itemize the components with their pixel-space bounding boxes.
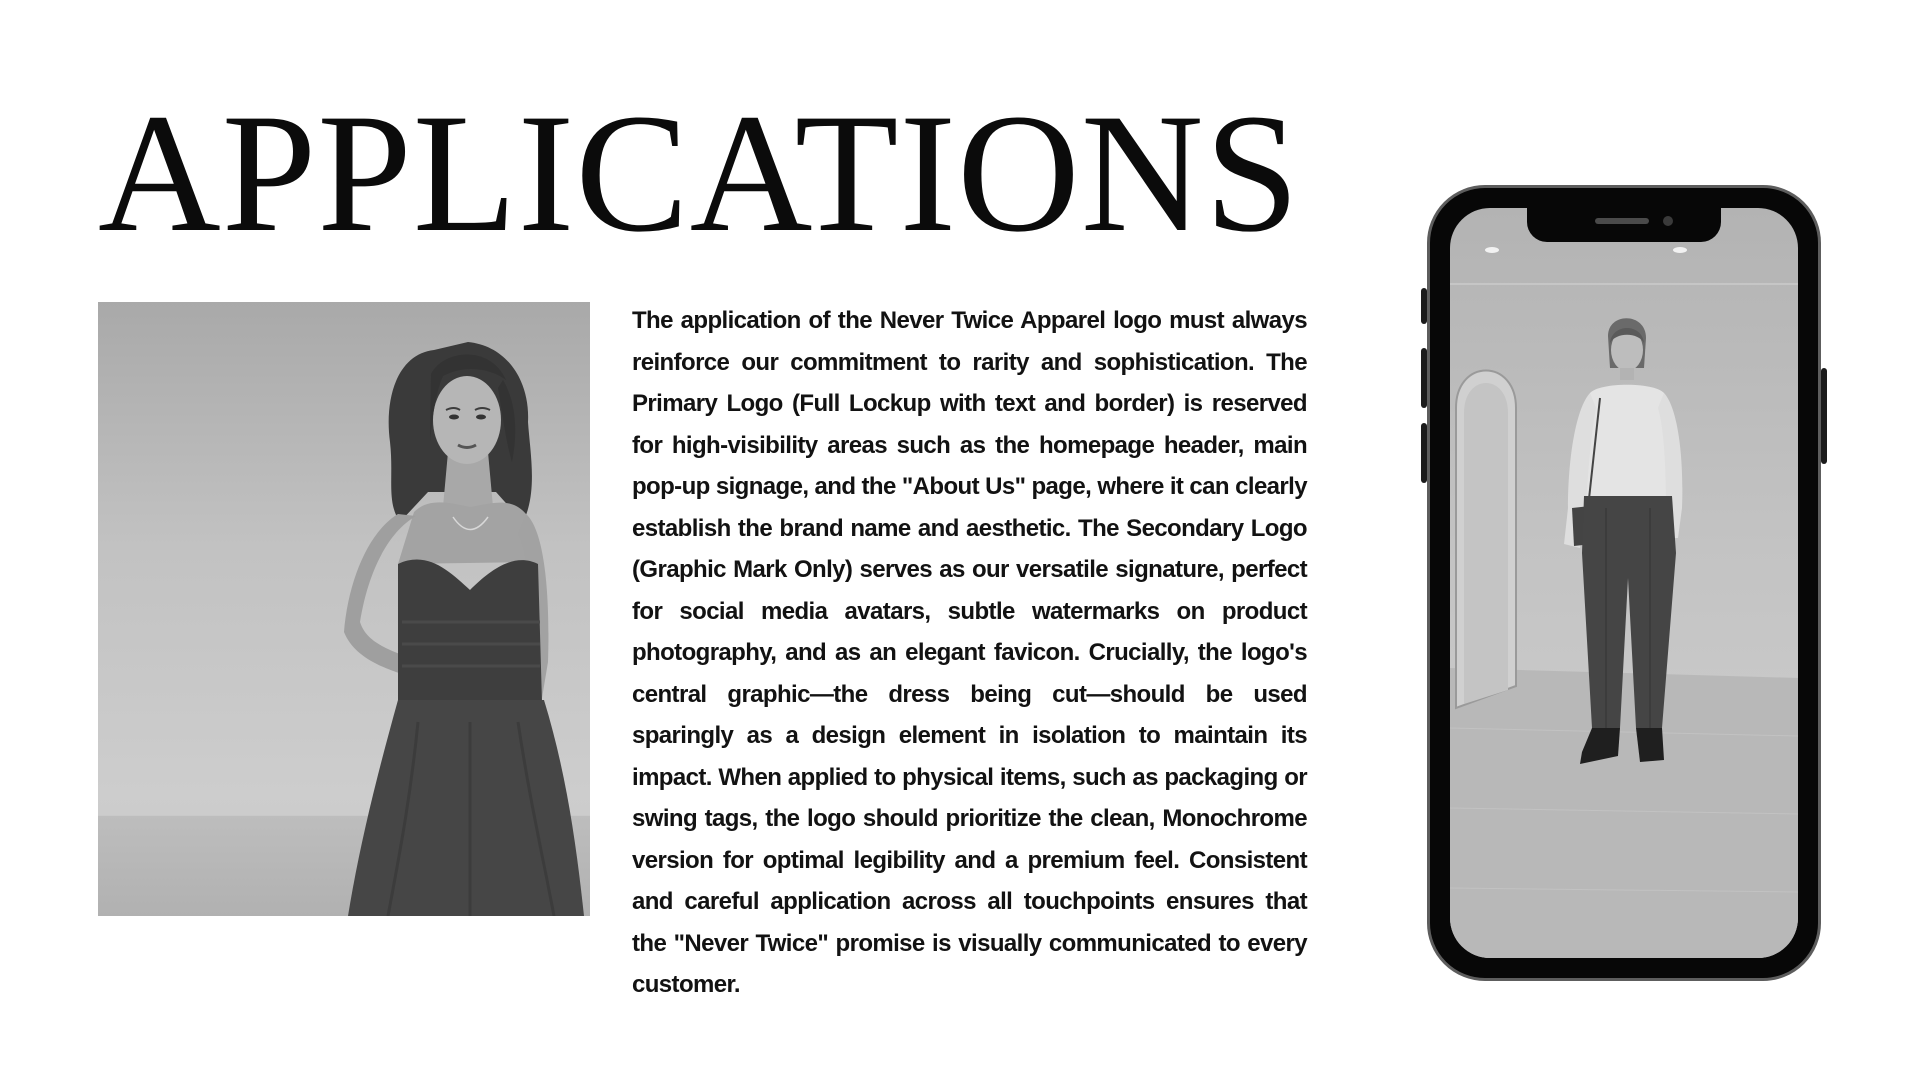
page-title: APPLICATIONS xyxy=(98,79,1301,267)
phone-notch xyxy=(1527,208,1721,242)
model-full-length-photo xyxy=(1450,208,1798,958)
model-dress-photo xyxy=(98,302,590,916)
camera-icon xyxy=(1663,216,1673,226)
phone-volume-button xyxy=(1421,423,1427,483)
phone-volume-button xyxy=(1421,288,1427,324)
phone-volume-button xyxy=(1421,348,1427,408)
model-figure xyxy=(98,302,590,916)
phone-screen xyxy=(1450,208,1798,958)
phone-power-button xyxy=(1821,368,1827,464)
body-paragraph: The application of the Never Twice Apparel logo must always reinforce our commitment to rarity and sophistication. The Primary Logo (Full Lockup with text and border) is reserved for high-visibility areas such as the homepage header, main pop-up signage, and the "About Us" page, where it can clearly establish the brand name and aesthetic. The Secondary Logo (Graphic Mark Only) serves as our versatile signature, perfect for social media avatars, subtle watermarks on product photography, and as an elegant favicon. Crucially, the logo's central graphic—the dress being cut—should be used sparingly as a design element in isolation to maintain its impact. When applied to physical items, such as packaging or swing tags, the logo should prioritize the clean, Monochrome version for optimal legibility and a premium feel. Consistent and careful application across all touchpoints ensures that the "Never Twice" promise is visually communicated to every customer. xyxy=(632,307,1307,998)
phone-mockup xyxy=(1427,185,1821,981)
phone-speaker xyxy=(1595,218,1649,224)
